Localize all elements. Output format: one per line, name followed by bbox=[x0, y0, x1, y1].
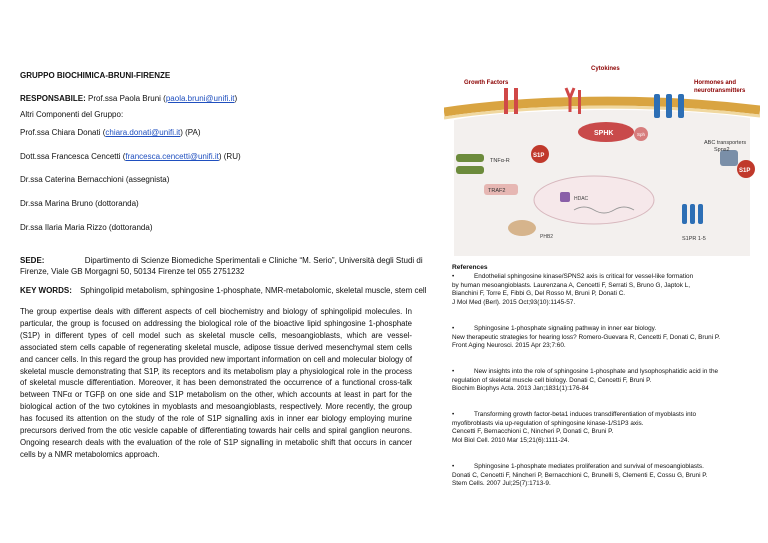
s1p-pathway-figure bbox=[444, 60, 760, 260]
reference-item: • Endothelial sphingosine kinase/SPNS2 axis is critical for vessel-like formation by human mesoangioblasts. Laurenzana A, Cencetti F, Serrati S, Bruno G, Japtok L, Bianchini F, Torre E, Fibbi G, Del Rosso M, Bruni P, Donati C. J Mol Med (Berl). 2015 Oct;93(10):1145-57. bbox=[452, 273, 694, 306]
s1pr-label: S1PR 1-5 bbox=[682, 236, 706, 242]
reference-item: • Sphingosine 1-phosphate mediates proliferation and survival of mesoangioblasts. Donati C, Cencetti F, Nincheri P, Bernacchioni C, Brunelli S, Clementi E, Cossu G, Bruni P. Stem Cells. 2007 Jul;25(7):1713-9. bbox=[452, 463, 708, 488]
member-row: Dr.ssa Marina Bruno (dottoranda) bbox=[20, 199, 139, 208]
traf2-label: TRAF2 bbox=[488, 188, 506, 194]
spns2-label: Spns2 bbox=[714, 147, 730, 153]
hdac-label: HDAC bbox=[574, 196, 589, 202]
responsabile-name: Prof.ssa Paola Bruni ( bbox=[88, 94, 166, 103]
reference-item: • New insights into the role of sphingosine 1-phosphate and lysophosphatidic acid in the regulation of skeletal muscle cell biology. Donati C, Cencetti F, Bruni P. Biochim Biophys Acta. 2013 Jan;1831(1):176-84 bbox=[452, 368, 719, 393]
responsabile-label: RESPONSABILE: bbox=[20, 94, 86, 103]
reference-item: • Sphingosine 1-phosphate signaling pathway in inner ear biology. New therapeutic strategies for hearing loss? Romero-Guevara R, Cencetti F, Donati C, Bruni P. Front Aging Neurosci. 2015 Apr 23;7:60. bbox=[452, 325, 721, 350]
neuro-label: neurotransmitters bbox=[694, 88, 746, 94]
member-row: Dr.ssa Caterina Bernacchioni (assegnista) bbox=[20, 175, 170, 184]
member-row: Prof.ssa Chiara Donati (chiara.donati@unifi.it) (PA) bbox=[20, 128, 201, 137]
references-heading: References bbox=[452, 264, 488, 271]
keywords-line: KEY WORDS: Sphingolipid metabolism, sphingosine 1-phosphate, NMR-metabolomic, skeletal muscle, stem cell bbox=[20, 286, 427, 295]
member-row: Dr.ssa Ilaria Maria Rizzo (dottoranda) bbox=[20, 223, 153, 232]
keywords-label: KEY WORDS: bbox=[20, 286, 72, 295]
tnfr-label: TNFα-R bbox=[490, 158, 510, 164]
responsabile-email-link[interactable]: paola.bruni@unifi.it bbox=[165, 94, 235, 103]
sede-label: SEDE: bbox=[20, 256, 45, 265]
growth-factors-label: Growth Factors bbox=[464, 80, 509, 86]
group-title: GRUPPO BIOCHIMICA-BRUNI-FIRENZE bbox=[20, 71, 171, 80]
sede-line: SEDE: Dipartimento di Scienze Biomediche Sperimentali e Cliniche “M. Serio”, Università degli Studi di bbox=[20, 256, 423, 265]
reference-item: • Transforming growth factor-beta1 induces transdifferentiation of myoblasts into myofibroblasts via up-regulation of sphingosine kinase-1/S1P3 axis. Cencetti F, Bernacchioni C, Nincheri P, Donati C, Bruni P. Mol Biol Cell. 2010 Mar 15;21(6):1111-24. bbox=[452, 411, 697, 444]
sphk-label: SPHK bbox=[594, 130, 614, 137]
member-row: Dott.ssa Francesca Cencetti (francesca.cencetti@unifi.it) (RU) bbox=[20, 152, 241, 161]
group-description: The group expertise deals with different aspects of cell biochemistry and biology of sphingolipid molecules. In particular, the group is focused on addressing the biological role of the bioactive lipid sphingosine 1-phosphate (S1P) in different types of cell model such as skeletal muscle cells, mesoangioblasts, which are vessel-associated stem cells capable of regenerating skeletal muscle, adipose tissue derived mesenchymal stem cells and cancer cells. In this regard the group has provided new important information on cell and molecular biology of skeletal muscle demonstrating that S1P, its receptors and its metabolism play a physiological role in the process of skeletal muscle differentiation. Moreover, it has been demonstrated the occurrence of a functional cross-talk between TNFα or TGFβ on one side and S1P metabolism on the other, which accounts at least in part for the biological action of the two cytokines in myoblasts and mesoangioblasts, respectively. More recently, the group has focused its attention on the study of the role of S1P signalling axis in inner ear biology employing murine precursors derived from the otic vesicle capable of differentiating towards hair cells and spiral ganglion neurons. Ongoing research deals with the evaluation of the role of S1P signalling in metabolic shift that occurs in cancer cells by a NMR metabolomics approach. bbox=[20, 307, 412, 459]
altri-label: Altri Componenti del Gruppo: bbox=[20, 110, 124, 119]
responsabile-line: RESPONSABILE: Prof.ssa Paola Bruni (paola.bruni@unifi.it) bbox=[20, 94, 238, 103]
s1p-inner-label: S1P bbox=[533, 153, 545, 159]
sede-address: Firenze, Viale GB Morgagni 50, 50134 Firenze tel 055 2751232 bbox=[20, 267, 245, 276]
phb2-label: PHB2 bbox=[540, 234, 554, 240]
sph-label: Sph bbox=[637, 132, 646, 137]
s1p-outer-label: S1P bbox=[739, 168, 751, 174]
abc-label: ABC transporters bbox=[704, 140, 747, 146]
member-email-link[interactable]: francesca.cencetti@unifi.it bbox=[125, 152, 219, 161]
member-email-link[interactable]: chiara.donati@unifi.it bbox=[105, 128, 181, 137]
cytokines-label: Cytokines bbox=[591, 66, 620, 72]
hormones-label: Hormones and bbox=[694, 80, 737, 86]
